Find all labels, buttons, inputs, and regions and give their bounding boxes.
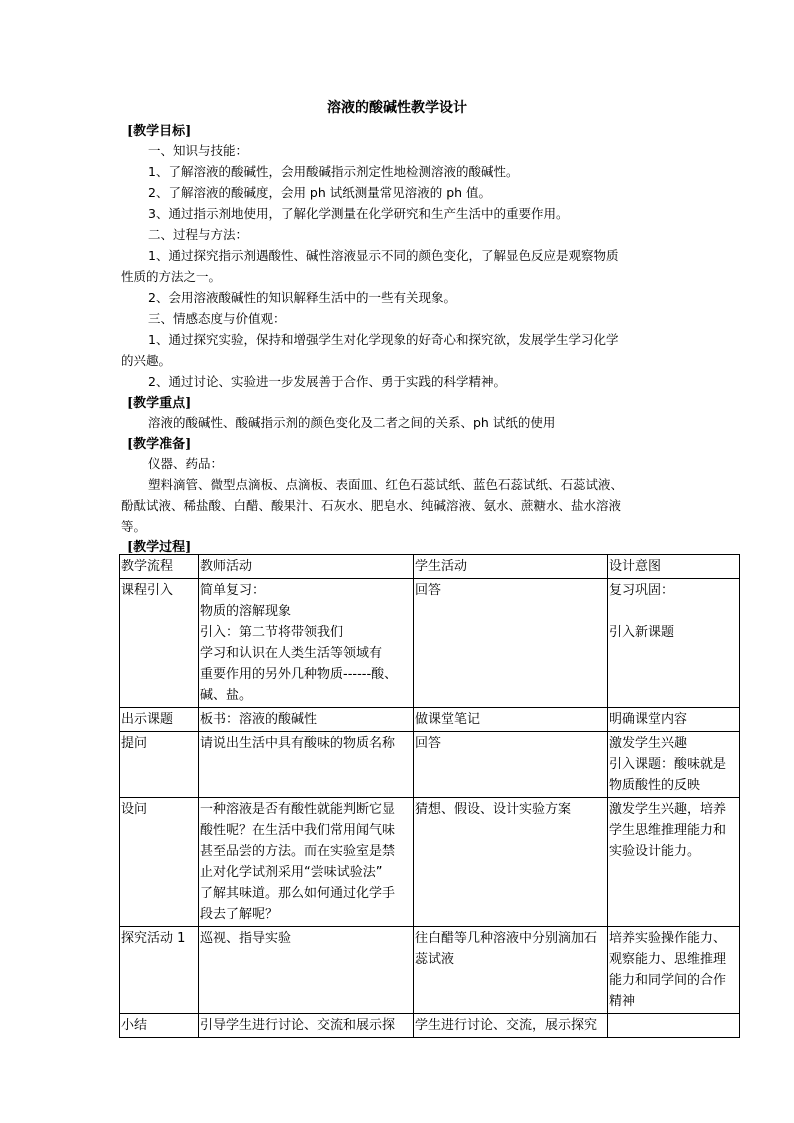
intent-cell (608, 798, 740, 927)
student-activity-cell: 回答 (414, 732, 608, 798)
objective-line: 2、通过讨论、实验进一步发展善于合作、勇于实践的科学精神。 (148, 374, 506, 389)
intent-line: 引入新课题 (609, 625, 675, 640)
teacher-line: 引入：第二节将带领我们 (200, 625, 344, 640)
intent-line (609, 601, 738, 622)
preparation-line: 等。 (121, 519, 147, 534)
section-preparation-header: [教学准备] (127, 437, 192, 452)
teacher-line: 了解其味道。那么如何通过化学手 (200, 886, 396, 901)
intent-line: 激发学生兴趣 (609, 736, 688, 751)
teacher-activity-cell (199, 732, 414, 798)
objective-line: 1、通过探究实验，保持和增强学生对化学现象的好奇心和探究欲，发展学生学习化学 (148, 332, 619, 347)
process-table (119, 554, 740, 1038)
table-row (120, 1014, 740, 1038)
student-text: 往白醋等几种溶液中分别滴加石蕊试液 (415, 931, 598, 967)
table-row (120, 579, 740, 708)
stage-cell: 小结 (120, 1014, 199, 1038)
teacher-line: 止对化学试剂采用“尝味试验法” (200, 865, 383, 880)
teacher-activity-cell (199, 798, 414, 927)
stage-cell: 探究活动 1 (120, 927, 199, 1014)
stage-cell: 出示课题 (120, 708, 199, 732)
student-activity-cell: 回答 (414, 579, 608, 708)
intent-line: 引入课题：酸味就是 (609, 757, 727, 772)
stage-cell: 课程引入 (120, 579, 199, 708)
objective-line: 2、了解溶液的酸碱度，会用 ph 试纸测量常见溶液的 ph 值。 (148, 185, 492, 200)
preparation-line: 酚酞试液、稀盐酸、白醋、酸果汁、石灰水、肥皂水、纯碱溶液、氨水、蔗糖水、盐水溶液 (121, 498, 622, 513)
student-activity-cell: 学生进行讨论、交流，展示探究 (414, 1014, 608, 1038)
intent-line: 物质酸性的反映 (609, 778, 701, 793)
table-row (120, 798, 740, 927)
teacher-line: 请说出生活中具有酸味的物质名称 (200, 736, 396, 751)
page-title: 溶液的酸碱性教学设计 (327, 100, 467, 116)
objective-line: 1、通过探究指示剂遇酸性、碱性溶液显示不同的颜色变化，了解显色反应是观察物质 (148, 248, 619, 263)
table-row (120, 732, 740, 798)
intent-cell (608, 579, 740, 708)
stage-cell: 设问 (120, 798, 199, 927)
teacher-line: 巡视、指导实验 (200, 931, 292, 946)
teacher-activity-cell (199, 1014, 414, 1038)
objective-line: 二、过程与方法： (148, 227, 249, 242)
objective-line: 一、知识与技能： (148, 143, 249, 158)
intent-cell (608, 708, 740, 732)
intent-line: 实验设计能力。 (609, 844, 701, 859)
intent-line: 培养实验操作能力、 (609, 931, 727, 946)
column-header: 设计意图 (608, 555, 740, 579)
teacher-activity-cell (199, 927, 414, 1014)
student-activity-cell: 猜想、假设、设计实验方案 (414, 798, 608, 927)
column-header: 教学流程 (120, 555, 199, 579)
intent-line: 激发学生兴趣，培养 (609, 802, 727, 817)
column-header: 教师活动 (199, 555, 414, 579)
column-header: 学生活动 (414, 555, 608, 579)
student-activity-cell (414, 927, 608, 1014)
table-row (120, 927, 740, 1014)
table-row (120, 708, 740, 732)
teacher-line: 一种溶液是否有酸性就能判断它显 (200, 802, 396, 817)
section-key-points-header: [教学重点] (127, 396, 192, 411)
objective-line: 1、了解溶液的酸碱性，会用酸碱指示剂定性地检测溶液的酸碱性。 (148, 164, 519, 179)
objective-line: 性质的方法之一。 (121, 269, 222, 284)
intent-cell (608, 1014, 740, 1038)
objective-line: 的兴趣。 (121, 353, 172, 368)
objective-line: 3、通过指示剂地使用，了解化学测量在化学研究和生产生活中的重要作用。 (148, 206, 569, 221)
teacher-activity-cell (199, 708, 414, 732)
teacher-activity-cell (199, 579, 414, 708)
teacher-line: 物质的溶解现象 (200, 604, 292, 619)
intent-line: 明确课堂内容 (609, 712, 688, 727)
teacher-line: 引导学生进行讨论、交流和展示探 (200, 1018, 396, 1033)
intent-line: 观察能力、思维推理 (609, 952, 727, 967)
intent-cell (608, 927, 740, 1014)
intent-line: 学生思维推理能力和 (609, 823, 727, 838)
teacher-line: 段去了解呢？ (200, 907, 279, 922)
objective-line: 三、情感态度与价值观： (148, 311, 286, 326)
section-process-header: [教学过程] (127, 540, 192, 555)
objective-line: 2、会用溶液酸碱性的知识解释生活中的一些有关现象。 (148, 290, 456, 305)
stage-cell: 提问 (120, 732, 199, 798)
teacher-line: 甚至品尝的方法。而在实验室是禁 (200, 844, 396, 859)
teacher-line: 重要作用的另外几种物质------酸、 (200, 667, 398, 682)
intent-line: 能力和同学间的合作 (609, 973, 727, 988)
teacher-line: 酸性呢？在生活中我们常用闻气味 (200, 823, 396, 838)
intent-cell (608, 732, 740, 798)
table-header-row (120, 555, 740, 579)
teacher-line: 简单复习： (200, 583, 266, 598)
intent-line: 复习巩固： (609, 583, 675, 598)
teacher-line: 碱、盐。 (200, 688, 253, 703)
preparation-line: 塑料滴管、微型点滴板、点滴板、表面皿、红色石蕊试纸、蓝色石蕊试纸、石蕊试液、 (148, 477, 624, 492)
section-objectives-header: [教学目标] (127, 124, 192, 139)
student-activity-cell: 做课堂笔记 (414, 708, 608, 732)
preparation-line: 仪器、药品： (148, 456, 224, 471)
intent-line: 精神 (609, 994, 636, 1009)
key-points-text: 溶液的酸碱性、酸碱指示剂的颜色变化及二者之间的关系、ph 试纸的使用 (148, 415, 556, 430)
teacher-line: 板书：溶液的酸碱性 (200, 712, 318, 727)
teacher-line: 学习和认识在人类生活等领域有 (200, 646, 383, 661)
